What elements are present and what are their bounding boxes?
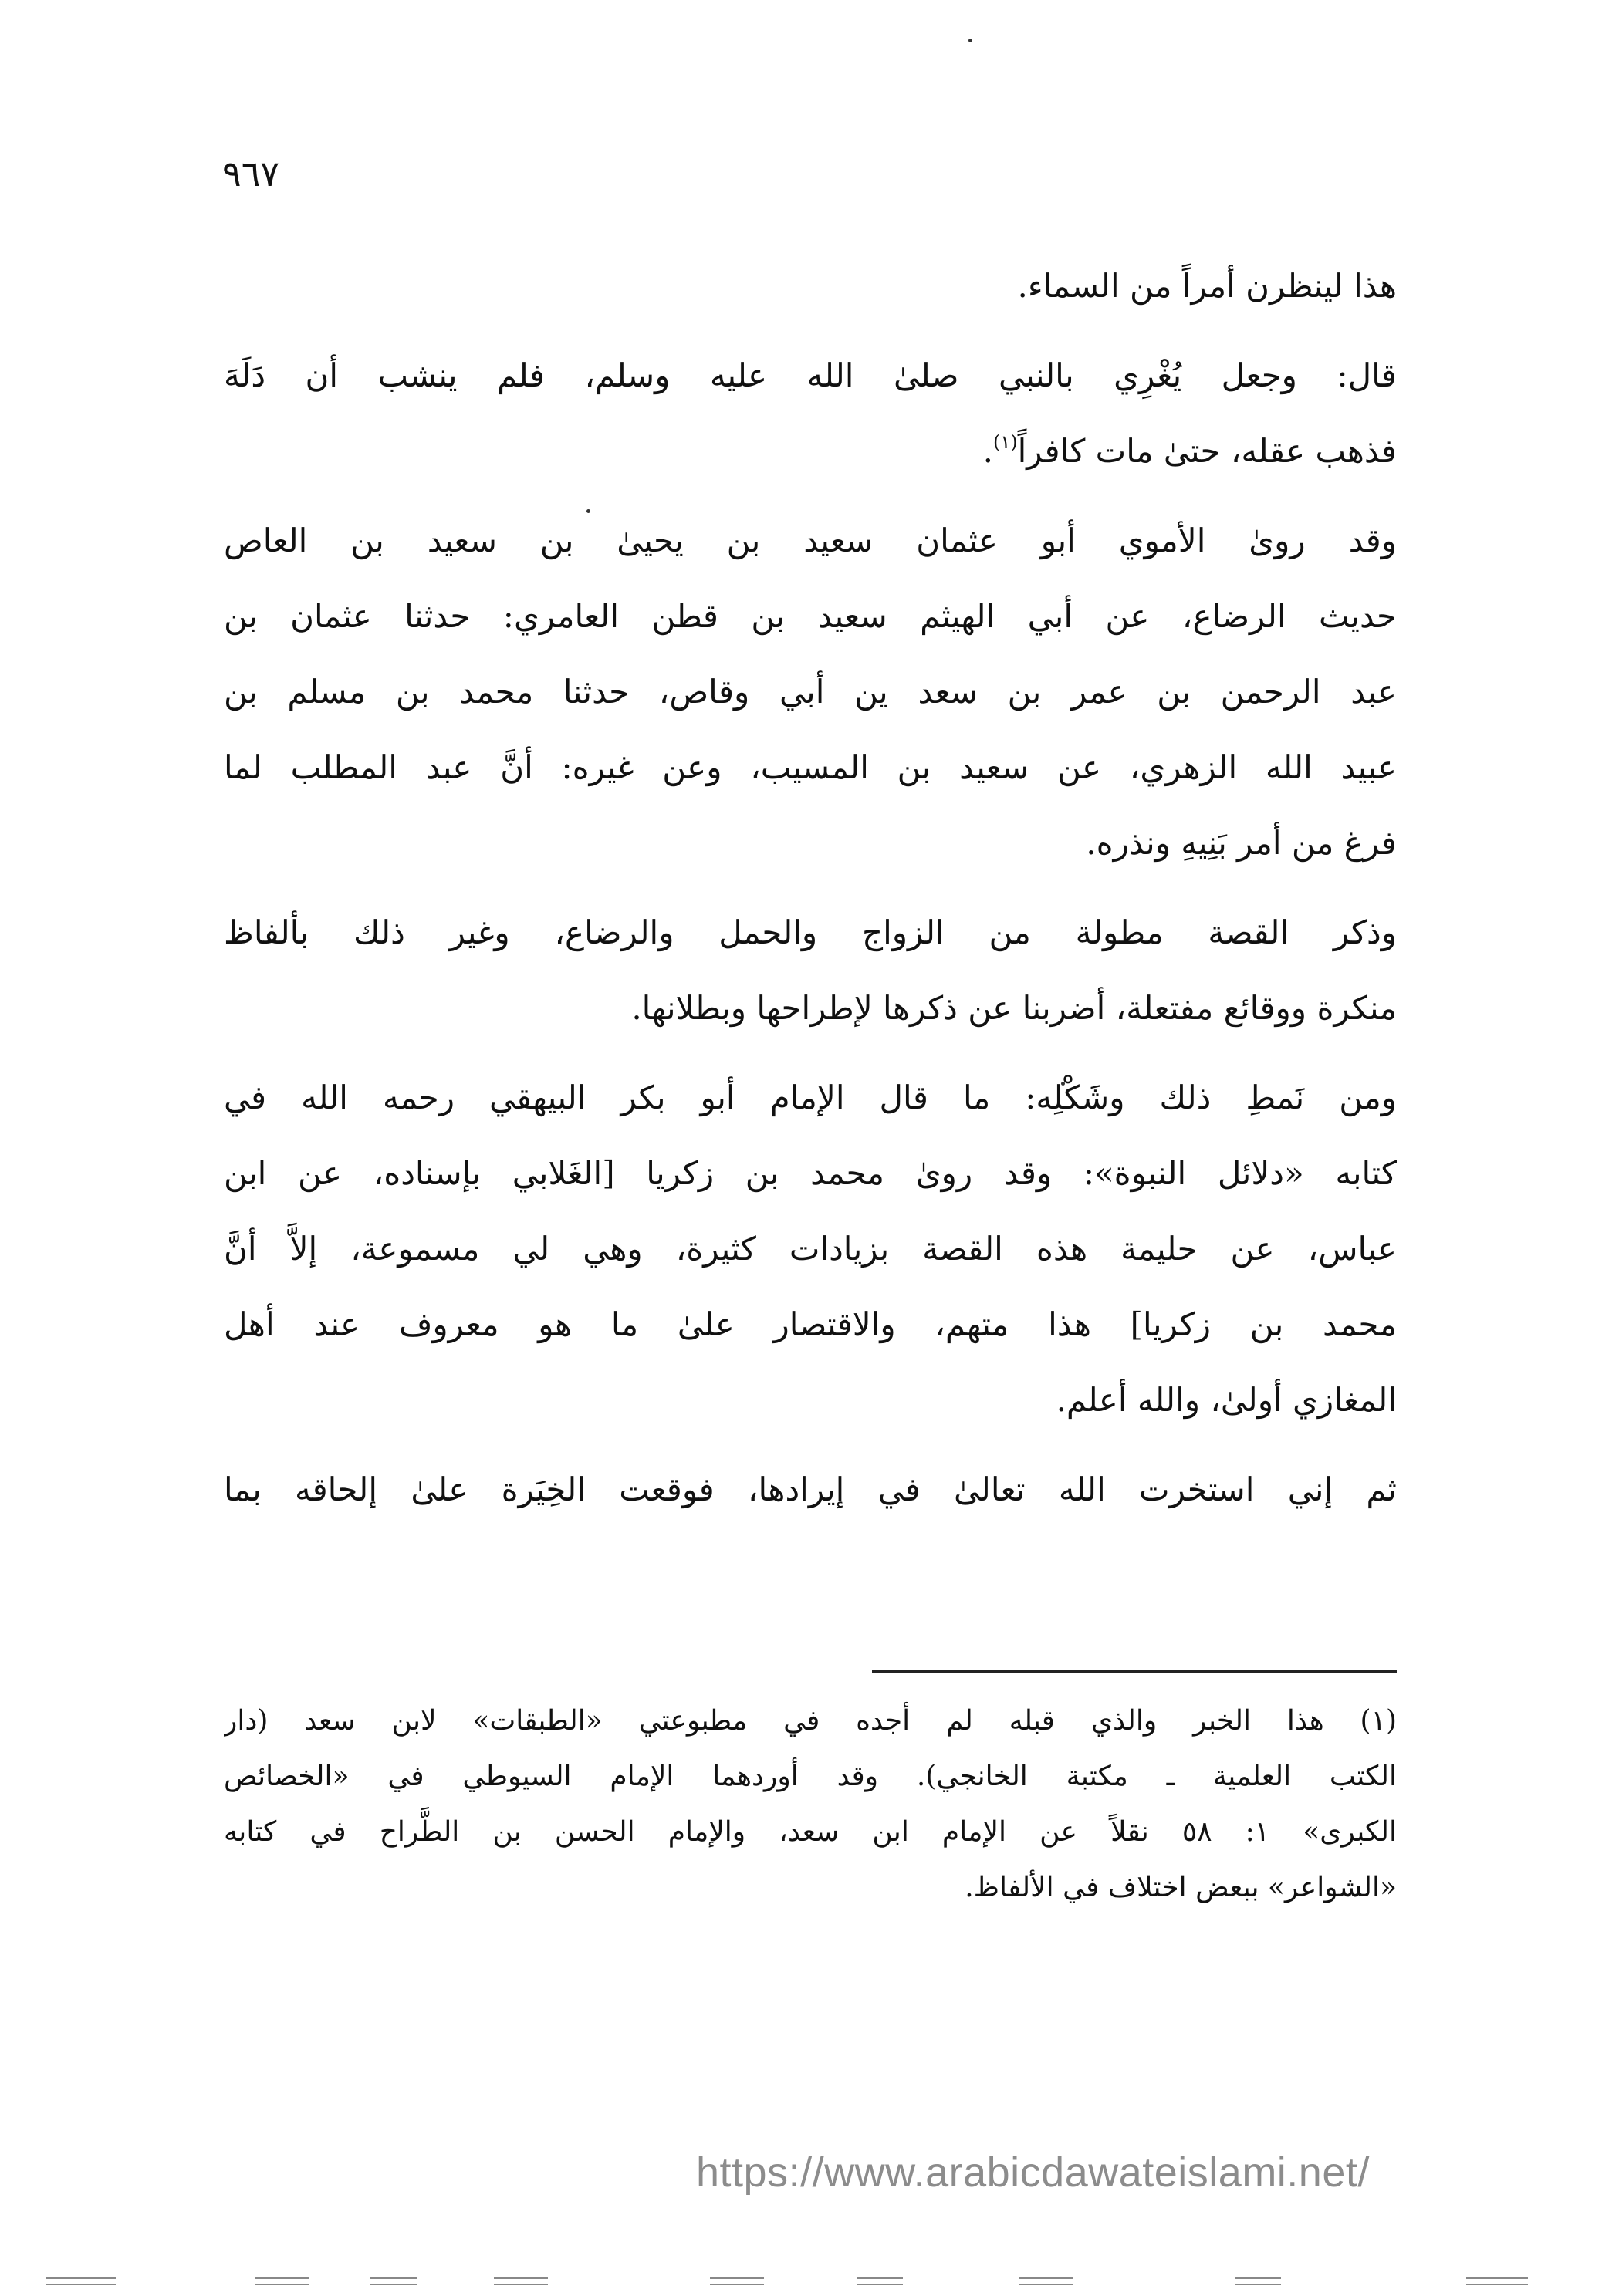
main-text xyxy=(224,248,1397,1528)
page-number: ٩٦٧ xyxy=(222,153,280,194)
line-text: . xyxy=(982,432,993,470)
scan-mark xyxy=(494,2277,548,2285)
footnotes xyxy=(224,1693,1397,1916)
paragraph-line: وقد روىٰ الأموي أبو عثمان سعيد بن يحيىٰ بن سعيد بن العاص xyxy=(224,522,1397,559)
paragraph-line: حديث الرضاع، عن أبي الهيثم سعيد بن قطن العامري: حدثنا عثمان بن xyxy=(224,597,1397,635)
scan-bottom-edge xyxy=(0,2277,1619,2287)
scan-mark xyxy=(1466,2277,1528,2285)
paragraph-line: عباس، عن حليمة هذه القصة بزيادات كثيرة، وهي لي مسموعة، إلاَّ أنَّ xyxy=(224,1230,1397,1268)
footnote-line: «الشواعر» ببعض اختلاف في الألفاظ. xyxy=(965,1872,1397,1903)
scan-mark xyxy=(1235,2277,1281,2285)
paragraph-line: هذا لينظرن أمراً من السماء. xyxy=(1017,267,1397,305)
footnote-line: (١) هذا الخبر والذي قبله لم أجده في مطبوعتي «الطبقات» لابن سعد (دار xyxy=(224,1705,1397,1737)
scan-mark xyxy=(46,2277,116,2285)
paragraph-line: ومن نَمطِ ذلك وشَكْلِه: ما قال الإمام أبو بكر البيهقي رحمه الله في xyxy=(224,1079,1397,1116)
footnote-reference: (١) xyxy=(992,431,1018,453)
line-text: فذهب عقله، حتىٰ مات كافراً xyxy=(1017,432,1397,470)
scan-mark xyxy=(255,2277,309,2285)
paragraph-line: ثم إني استخرت الله تعالىٰ في إيرادها، فوقعت الخِيَرة علىٰ إلحاقه بما xyxy=(224,1470,1397,1508)
paragraph-line: قال: وجعل يُغْرِي بالنبي صلىٰ الله عليه وسلم، فلم ينشب أن دَلَهَ xyxy=(224,356,1397,394)
paragraph-line: كتابه «دلائل النبوة»: وقد روىٰ محمد بن زكريا [الغَلابي بإسناده، عن ابن xyxy=(224,1154,1397,1192)
scan-mark xyxy=(857,2277,903,2285)
paragraph-line: عبيد الله الزهري، عن سعيد بن المسيب، وعن غيره: أنَّ عبد المطلب لما xyxy=(224,748,1397,786)
paragraph-line: محمد بن زكريا] هذا متهم، والاقتصار علىٰ ما هو معروف عند أهل xyxy=(224,1305,1397,1343)
footnote-separator xyxy=(872,1670,1397,1673)
footnote-line: الكبرى» ١: ٥٨ نقلاً عن الإمام ابن سعد، والإمام الحسن بن الطَّراح في كتابه xyxy=(224,1816,1397,1848)
paragraph-line: منكرة ووقائع مفتعلة، أضربنا عن ذكرها لإطراحها وبطلانها. xyxy=(631,989,1397,1027)
scan-mark xyxy=(710,2277,764,2285)
footnote-line: الكتب العلمية ـ مكتبة الخانجي). وقد أوردهما الإمام السيوطي في «الخصائص xyxy=(224,1761,1397,1792)
paragraph-line: عبد الرحمن بن عمر بن سعد ين أبي وقاص، حدثنا محمد بن مسلم بن xyxy=(224,673,1397,711)
scan-mark xyxy=(370,2277,417,2285)
paragraph-line: وذكر القصة مطولة من الزواج والحمل والرضاع، وغير ذلك بألفاظ xyxy=(224,913,1397,951)
stray-dot xyxy=(968,39,972,42)
watermark-url: https://www.arabicdawateislami.net/ xyxy=(696,2149,1370,2196)
paragraph-line: فرغ من أمر بَنِيهِ ونذره. xyxy=(1086,824,1397,862)
paragraph-line xyxy=(224,414,1397,489)
scan-mark xyxy=(1019,2277,1073,2285)
paragraph-line: المغازي أولىٰ، والله أعلم. xyxy=(1056,1381,1397,1419)
